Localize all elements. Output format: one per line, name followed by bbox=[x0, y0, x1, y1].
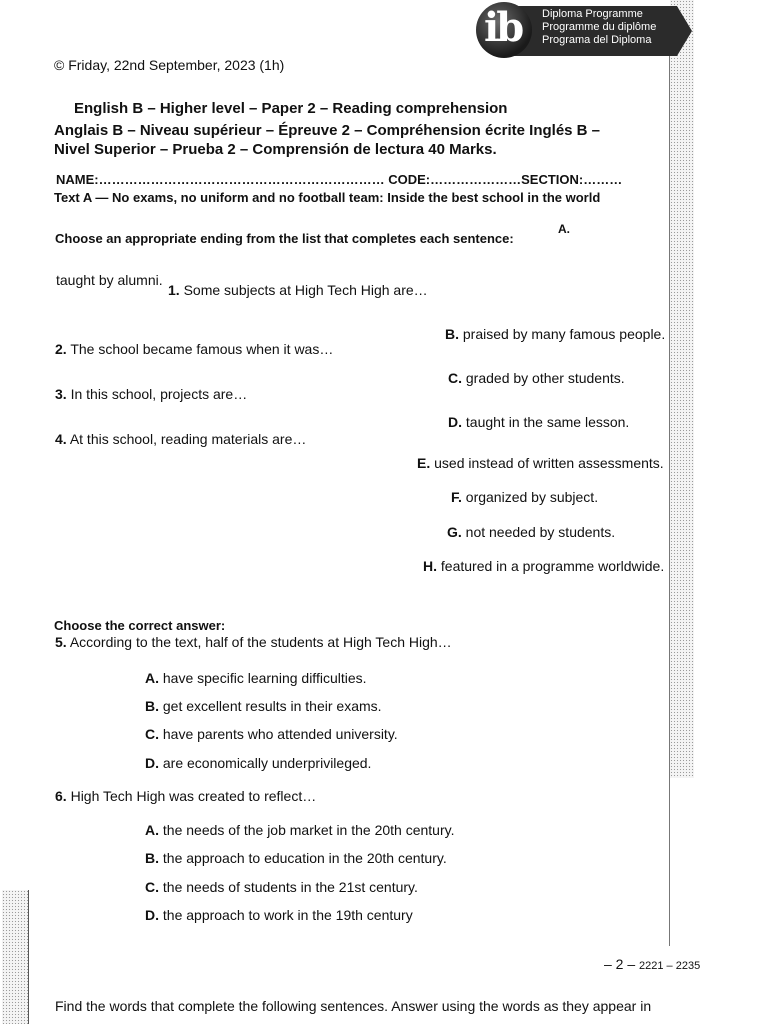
q5-option-d: D. are economically underprivileged. bbox=[145, 755, 372, 771]
right-margin-rule bbox=[669, 56, 670, 946]
ending-a-text: taught by alumni. bbox=[56, 272, 163, 288]
date-line: © Friday, 22nd September, 2023 (1h) bbox=[54, 57, 285, 73]
ending-b: B. praised by many famous people. bbox=[445, 326, 666, 342]
exam-title-line3: Nivel Superior – Prueba 2 – Comprensión de lectura 40 Marks. bbox=[54, 141, 497, 158]
ending-e: E. used instead of written assessments. bbox=[417, 455, 664, 471]
logo-line: Programa del Diploma bbox=[542, 34, 652, 46]
page-footer bbox=[604, 956, 700, 972]
q6-option-b: B. the approach to education in the 20th century. bbox=[145, 850, 447, 866]
q6-option-a: A. the needs of the job market in the 20th century. bbox=[145, 822, 455, 838]
text-a-heading: Text A — No exams, no uniform and no football team: Inside the best school in the world bbox=[54, 190, 601, 205]
q5-option-a: A. have specific learning difficulties. bbox=[145, 670, 367, 686]
page-number: – 2 – bbox=[604, 956, 636, 972]
ending-h: H. featured in a programme worldwide. bbox=[423, 558, 665, 574]
section2-instruction: Choose the correct answer: bbox=[54, 618, 226, 633]
section1-instruction: Choose an appropriate ending from the list that completes each sentence: bbox=[55, 231, 514, 246]
ib-logo-mark: ib bbox=[484, 4, 522, 51]
ending-f: F. organized by subject. bbox=[451, 489, 599, 505]
exam-title-line2: Anglais B – Niveau supérieur – Épreuve 2 – Compréhension écrite Inglés B – bbox=[54, 122, 601, 139]
ending-g: G. not needed by students. bbox=[447, 524, 616, 540]
ending-c: C. graded by other students. bbox=[448, 370, 625, 386]
right-margin-pattern bbox=[670, 0, 694, 778]
question-5: 5. According to the text, half of the students at High Tech High… bbox=[55, 634, 452, 650]
question-1: 1. Some subjects at High Tech High are… bbox=[168, 282, 428, 298]
ending-a-letter: A. bbox=[558, 222, 570, 236]
ib-logo bbox=[476, 2, 692, 56]
exam-title-line1: English B – Higher level – Paper 2 – Reading comprehension bbox=[74, 100, 508, 117]
q5-option-b: B. get excellent results in their exams. bbox=[145, 698, 382, 714]
question-4: 4. At this school, reading materials are… bbox=[55, 431, 307, 447]
document-code: 2221 – 2235 bbox=[639, 960, 701, 972]
question-3: 3. In this school, projects are… bbox=[55, 386, 248, 402]
q6-option-c: C. the needs of students in the 21st century. bbox=[145, 879, 418, 895]
logo-line: Diploma Programme bbox=[542, 8, 643, 20]
section3-instruction: Find the words that complete the following sentences. Answer using the words as they appear in bbox=[55, 998, 652, 1014]
q5-option-c: C. have parents who attended university. bbox=[145, 726, 398, 742]
logo-line: Programme du diplôme bbox=[542, 21, 657, 33]
ending-d: D. taught in the same lesson. bbox=[448, 414, 630, 430]
name-code-section-line: NAME:………………………………………………………… CODE:…………………SECTION:……… bbox=[56, 172, 623, 187]
question-2: 2. The school became famous when it was… bbox=[55, 341, 334, 357]
q6-option-d: D. the approach to work in the 19th century bbox=[145, 907, 413, 923]
left-margin-pattern bbox=[2, 890, 29, 1024]
question-6: 6. High Tech High was created to reflect… bbox=[55, 788, 317, 804]
